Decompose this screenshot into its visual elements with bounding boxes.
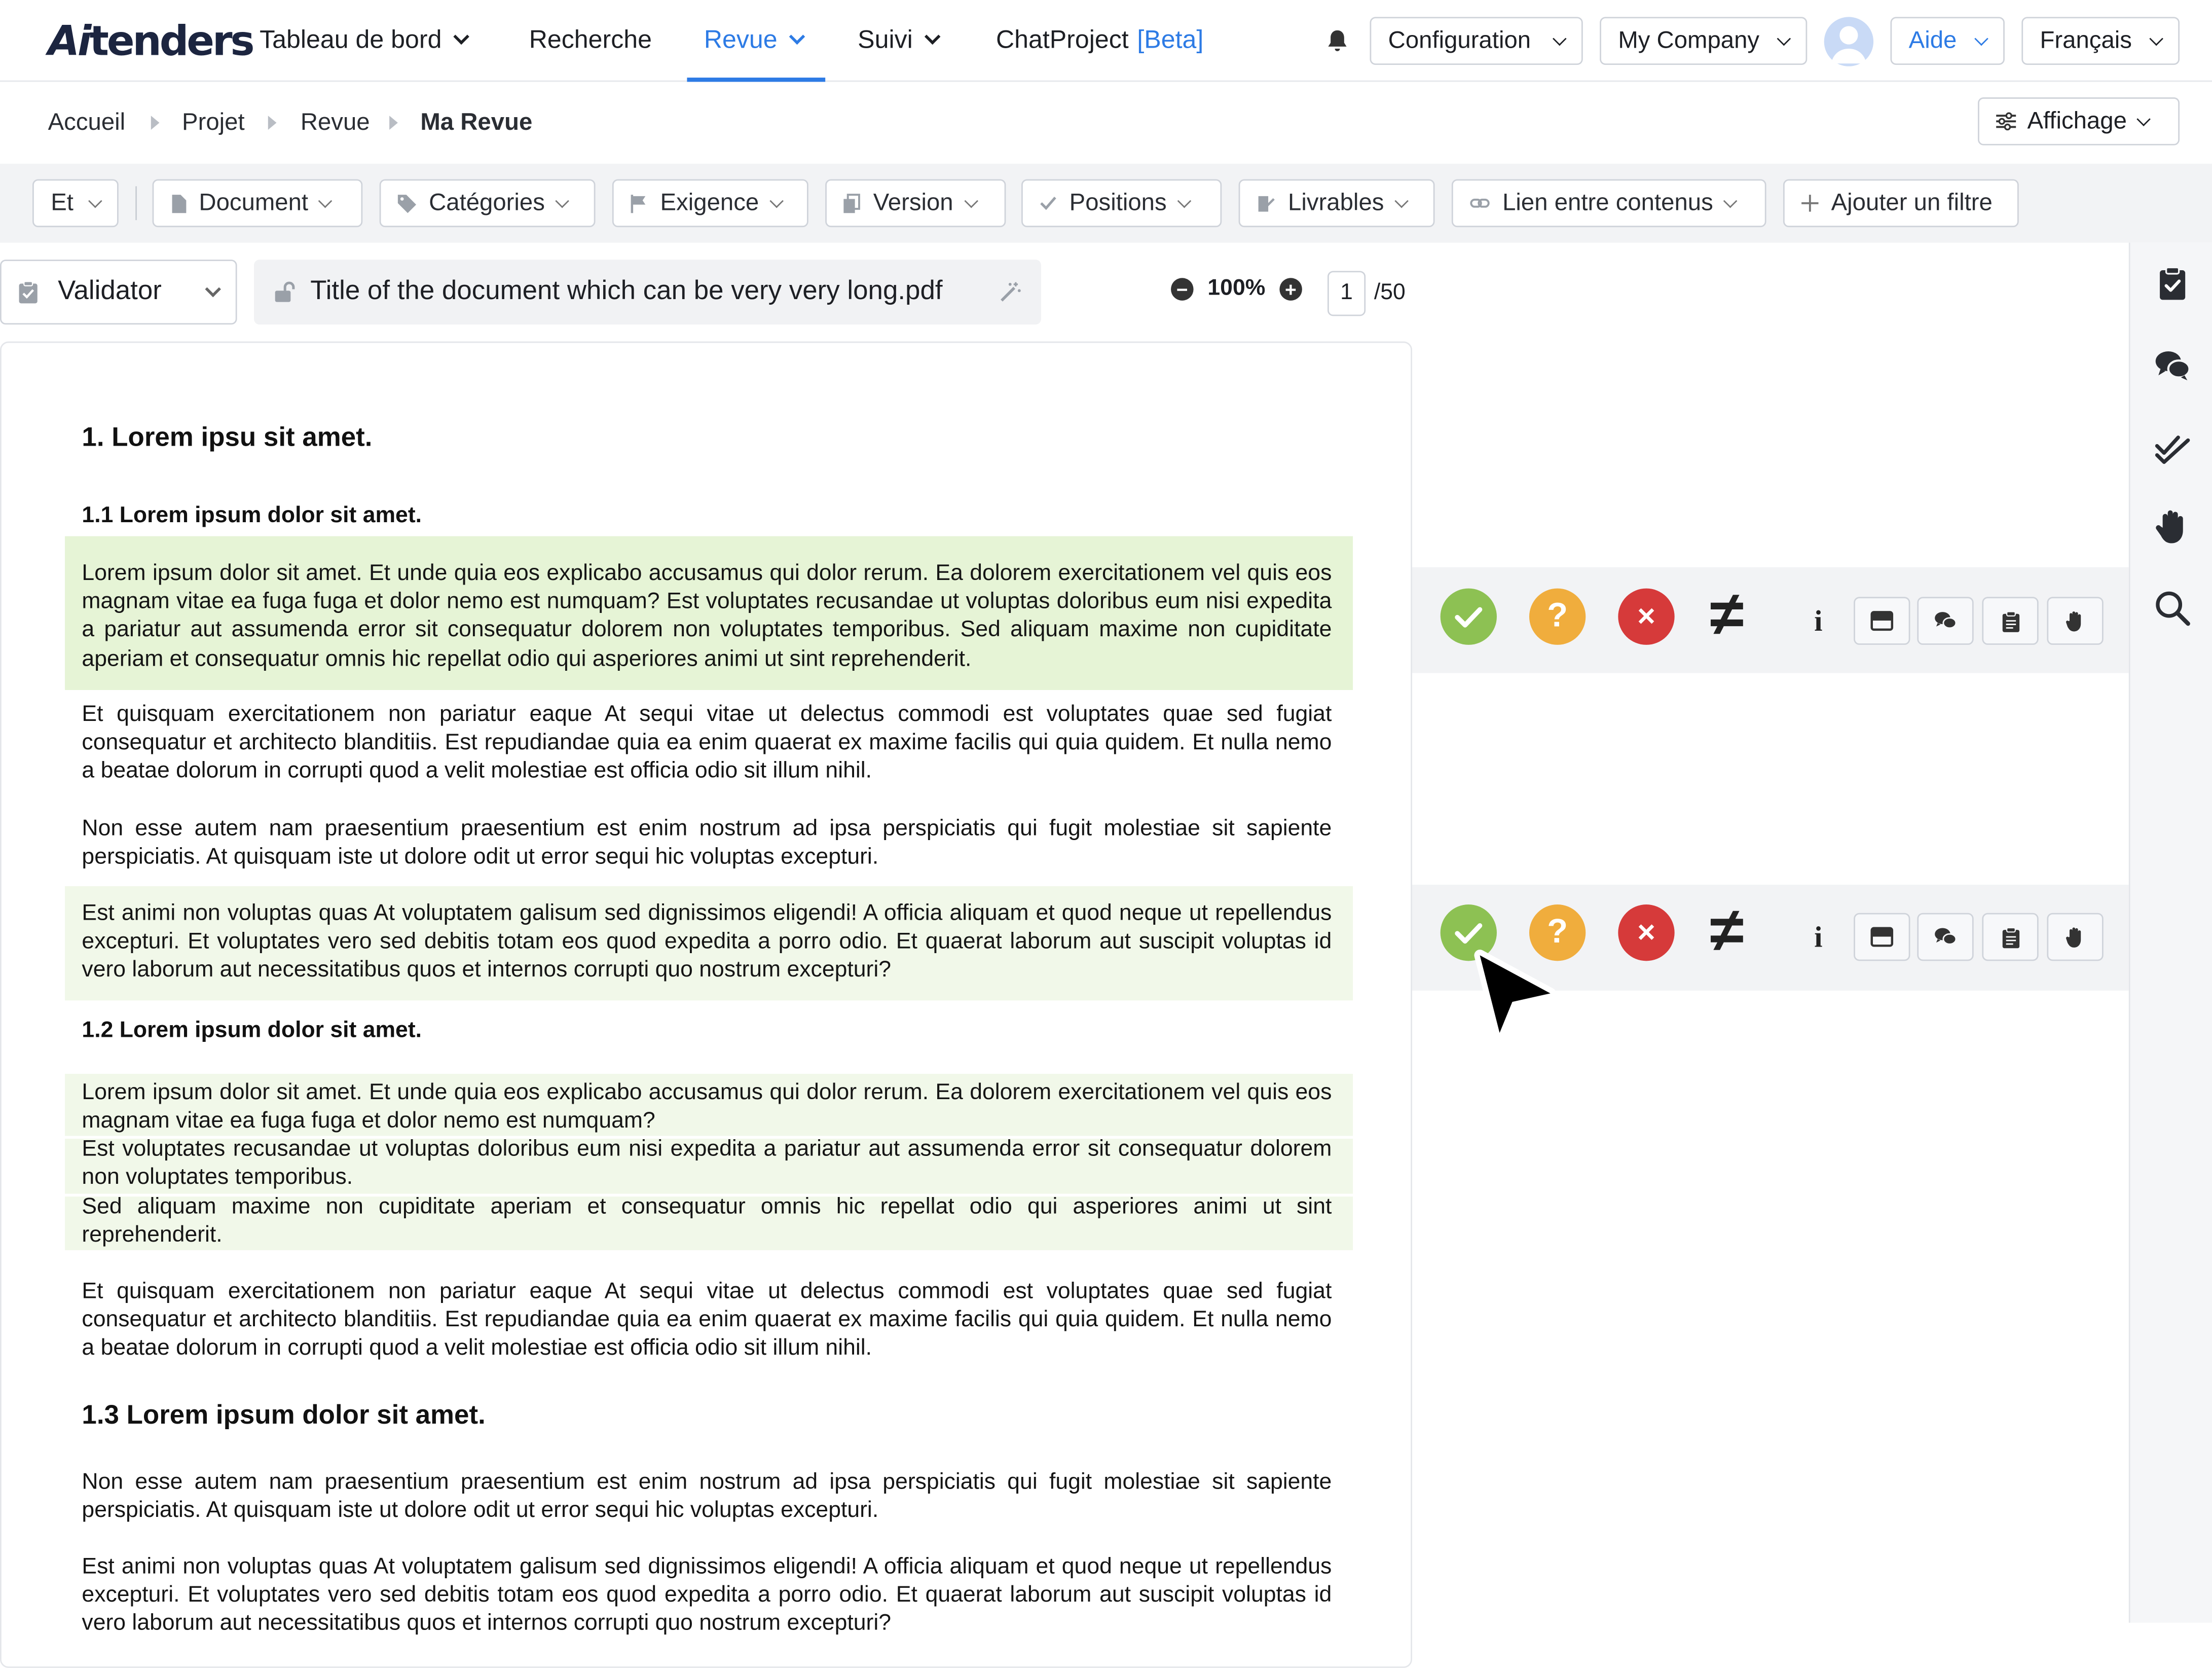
nav-recherche[interactable] [529, 25, 652, 55]
info-button[interactable]: i [1814, 920, 1823, 954]
filter-version[interactable] [825, 179, 1006, 227]
chevron-down-icon [2136, 112, 2150, 126]
display-options-label: Affichage [2027, 107, 2127, 134]
paragraph: Est animi non voluptas quas At voluptatem galisum sed dignissimos eligendi! A officia aliquam et quod neque ut repellendus excepturi. Et voluptates vero sed debitis totam eos quod expedita a porro odio. Et quaerat laborum aut suscipit voluptas id vero laborum aut necessitatibus quos et internos corrupti quo nostrum excepturi? [82, 901, 1332, 983]
clipboard-button[interactable] [1982, 913, 2038, 961]
clipboard-icon [2001, 926, 2019, 948]
paragraph: Lorem ipsum dolor sit amet. Et unde quia eos explicabo accusamus qui dolor rerum. Ea dolorem exercitationem vel quis eos magnam vitae ea fuga fuga et dolor nemo est numquam? [82, 1080, 1332, 1134]
hand-icon[interactable] [2154, 508, 2191, 545]
unlock-icon [274, 281, 297, 304]
zoom-out-icon[interactable]: − [1171, 278, 1194, 301]
paragraph: Et quisquam exercitationem non pariatur eaque At sequi vitae ut delectus commodi est voluptates quae sed fugiat consequatur et architecto blanditiis. Est repudiandae quia ea enim quaerat ex maxime facilis qui quia quidem. Et nulla nemo a beatae dolorum in corrupti quod a velit molestiae est officia odio sit illum nihil. [82, 1280, 1332, 1361]
beta-badge: [Beta] [1137, 25, 1204, 54]
zoom-in-icon[interactable]: + [1279, 278, 1302, 301]
flag-icon [631, 194, 647, 212]
logo-ai: Ai [48, 17, 90, 65]
paragraph: Et quisquam exercitationem non pariatur eaque At sequi vitae ut delectus commodi est voluptates quae sed fugiat consequatur et architecto blanditiis. Est repudiandae quia ea enim quaerat ex maxime facilis qui quia quidem. Et nulla nemo a beatae dolorum in corrupti quod a velit molestiae est officia odio sit illum nihil. [82, 703, 1332, 784]
comment-icon [1934, 611, 1957, 631]
chevron-down-icon [556, 193, 570, 207]
paragraph: Non esse autem nam praesentium praesentium est enim nostrum ad ipsa perspiciatis qui fugit molestiae sit sapiente perspiciatis. At quisquam iste ut dolore odit ut error sequi hic voluptas excepturi. [82, 1470, 1332, 1523]
card-button[interactable] [1854, 597, 1910, 645]
card-icon [1871, 611, 1894, 631]
clipboard-icon [2001, 610, 2019, 632]
nav-label: Tableau de bord [260, 25, 442, 54]
plus-icon [1801, 195, 1818, 211]
active-tab-indicator [687, 78, 825, 82]
nav-suivi[interactable] [858, 25, 938, 55]
magic-wand-icon[interactable] [999, 281, 1022, 304]
nav-revue[interactable] [704, 25, 803, 55]
help-label: Aide [1908, 26, 1957, 54]
avatar-icon [1824, 17, 1873, 66]
subsection-heading: 1.1 Lorem ipsum dolor sit amet. [82, 503, 422, 528]
chevron-down-icon [769, 193, 784, 207]
breadcrumb-separator-icon [268, 116, 277, 130]
breadcrumb-current: Ma Revue [420, 108, 533, 136]
comment-button[interactable] [1917, 597, 1973, 645]
filter-document[interactable] [153, 179, 363, 227]
document-icon [171, 194, 187, 212]
chevron-down-icon [319, 193, 333, 207]
nav-label: Revue [704, 25, 778, 54]
filter-lien-entre-contenus[interactable] [1452, 179, 1766, 227]
chevron-down-icon [964, 193, 978, 207]
document-title: Title of the document which can be very very long.pdf [310, 276, 943, 306]
breadcrumb-projet[interactable]: Projet [182, 108, 245, 136]
card-button[interactable] [1854, 913, 1910, 961]
chevron-down-icon [1724, 193, 1738, 207]
paragraph: Lorem ipsum dolor sit amet. Et unde quia eos explicabo accusamus qui dolor rerum. Ea dolorem exercitationem vel quis eos magnam vitae ea fuga fuga et dolor nemo est numquam? Est voluptates recusandae ut voluptas doloribus eum nisi expedita a pariatur aut assumenda error sit consequatur dolorem non voluptates temporibus. Sed aliquam maxime non cupiditate aperiam et consequatur omnis hic repellat odio qui asperiores animi ut sint reprehenderit. [82, 561, 1332, 671]
chevron-down-icon [1974, 31, 1988, 45]
mark-different-button[interactable]: ≠ [1710, 896, 1744, 965]
question-button[interactable]: ? [1529, 589, 1586, 645]
filter-label: Livrables [1288, 189, 1384, 216]
comment-button[interactable] [1917, 913, 1973, 961]
filter-livrables[interactable] [1239, 179, 1435, 227]
reject-button[interactable]: × [1618, 589, 1674, 645]
filter-exigence[interactable] [612, 179, 808, 227]
subsection-heading: 1.2 Lorem ipsum dolor sit amet. [82, 1019, 422, 1043]
filter-label: Document [199, 189, 309, 216]
help-dropdown[interactable] [1890, 17, 2004, 65]
filter-logic-dropdown[interactable] [32, 179, 119, 227]
chevron-down-icon [789, 29, 805, 45]
filter-positions[interactable] [1021, 179, 1222, 227]
document-title-field[interactable] [254, 260, 1041, 324]
subsection-heading: 1.3 Lorem ipsum dolor sit amet. [82, 1401, 486, 1431]
reject-button[interactable]: × [1618, 904, 1674, 961]
cursor-icon [1470, 948, 1558, 1047]
search-icon[interactable] [2154, 590, 2191, 626]
clipboard-icon [18, 281, 38, 304]
nav-chatproject[interactable] [996, 25, 1203, 55]
review-action-bar [1412, 567, 2129, 673]
raise-hand-button[interactable] [2047, 913, 2103, 961]
nav-label: Recherche [529, 25, 652, 54]
nav-label: Suivi [858, 25, 913, 54]
role-dropdown[interactable] [0, 260, 237, 324]
link-icon [1470, 196, 1490, 210]
validate-button[interactable] [1441, 589, 1497, 645]
sliders-icon [1996, 113, 2016, 130]
logo-text: tenders [89, 17, 253, 65]
paragraph: Est animi non voluptas quas At voluptatem galisum sed dignissimos eligendi! A officia aliquam et quod neque ut repellendus excepturi. Et voluptates vero sed debitis totam eos quod expedita a porro odio. Et quaerat laborum aut suscipit voluptas id vero laborum aut necessitatibus quos et internos corrupti quo nostrum excepturi? [82, 1555, 1332, 1636]
zoom-level: 100% [1207, 276, 1266, 301]
company-dropdown[interactable] [1600, 17, 1807, 65]
breadcrumb-accueil[interactable]: Accueil [48, 108, 126, 136]
mark-different-button[interactable]: ≠ [1710, 579, 1744, 649]
breadcrumb-separator-icon [151, 116, 160, 130]
filter-label: Positions [1069, 189, 1167, 216]
chevron-down-icon [1777, 31, 1791, 45]
raise-hand-button[interactable] [2047, 597, 2103, 645]
filter-divider [135, 186, 137, 220]
top-navigation [0, 0, 2212, 82]
filter-label: Exigence [660, 189, 759, 216]
nav-tableau-de-bord[interactable] [260, 25, 467, 55]
zoom-control [1171, 277, 1302, 302]
paragraph: Sed aliquam maxime non cupiditate aperiam et consequatur omnis hic repellat odio qui asperiores animi ut sint reprehenderit. [82, 1195, 1332, 1248]
copy-icon [843, 194, 860, 212]
breadcrumb-revue[interactable]: Revue [300, 108, 370, 136]
chevron-down-icon [2149, 31, 2163, 45]
card-icon [1871, 927, 1894, 947]
filter-label: Catégories [429, 189, 545, 216]
deliverable-icon [1257, 194, 1275, 212]
filter-logic-label: Et [51, 189, 73, 216]
page-total: /50 [1374, 280, 1406, 305]
chevron-down-icon [1394, 193, 1409, 207]
clipboard-check-icon[interactable] [2154, 265, 2191, 302]
section-heading: 1. Lorem ipsu sit amet. [82, 423, 373, 453]
chevron-down-icon [925, 29, 940, 45]
filter-label: Version [873, 189, 953, 216]
page-number-input[interactable]: 1 [1328, 271, 1366, 316]
chevron-down-icon [88, 193, 102, 207]
filter-categories[interactable] [380, 179, 596, 227]
double-check-icon[interactable] [2154, 429, 2191, 465]
chevron-down-icon [1553, 31, 1567, 45]
hand-icon [2064, 609, 2086, 632]
chevron-down-icon [454, 29, 469, 45]
nav-label: ChatProject [996, 25, 1129, 54]
chevron-down-icon [205, 280, 221, 296]
question-button[interactable]: ? [1529, 904, 1586, 961]
tag-icon [398, 194, 416, 212]
hand-icon [2064, 926, 2086, 949]
brand-logo[interactable] [48, 17, 253, 65]
role-label: Validator [58, 276, 162, 306]
comment-icon[interactable] [2154, 347, 2191, 384]
check-icon [1040, 196, 1056, 210]
info-button[interactable]: i [1814, 604, 1823, 638]
language-dropdown[interactable] [2021, 17, 2180, 65]
bell-icon[interactable] [1326, 28, 1349, 54]
comment-icon [1934, 927, 1957, 947]
display-options-button[interactable] [1978, 97, 2180, 146]
check-icon [1441, 589, 1497, 645]
language-label: Français [2040, 26, 2132, 54]
configuration-dropdown[interactable] [1370, 17, 1582, 65]
company-label: My Company [1618, 26, 1760, 54]
paragraph: Est voluptates recusandae ut voluptas doloribus eum nisi expedita a pariatur aut assumenda error sit consequatur dolorem non voluptates temporibus. [82, 1137, 1332, 1190]
filter-label: Lien entre contenus [1502, 189, 1713, 216]
clipboard-button[interactable] [1982, 597, 2038, 645]
add-filter-button[interactable] [1783, 179, 2019, 227]
configuration-label: Configuration [1388, 26, 1531, 54]
breadcrumb-separator-icon [389, 116, 398, 130]
paragraph: Non esse autem nam praesentium praesentium est enim nostrum ad ipsa perspiciatis qui fugit molestiae sit sapiente perspiciatis. At quisquam iste ut dolore odit ut error sequi hic voluptas excepturi. [82, 817, 1332, 870]
add-filter-label: Ajouter un filtre [1831, 189, 1993, 216]
chevron-down-icon [1177, 193, 1192, 207]
avatar[interactable] [1824, 17, 1873, 66]
